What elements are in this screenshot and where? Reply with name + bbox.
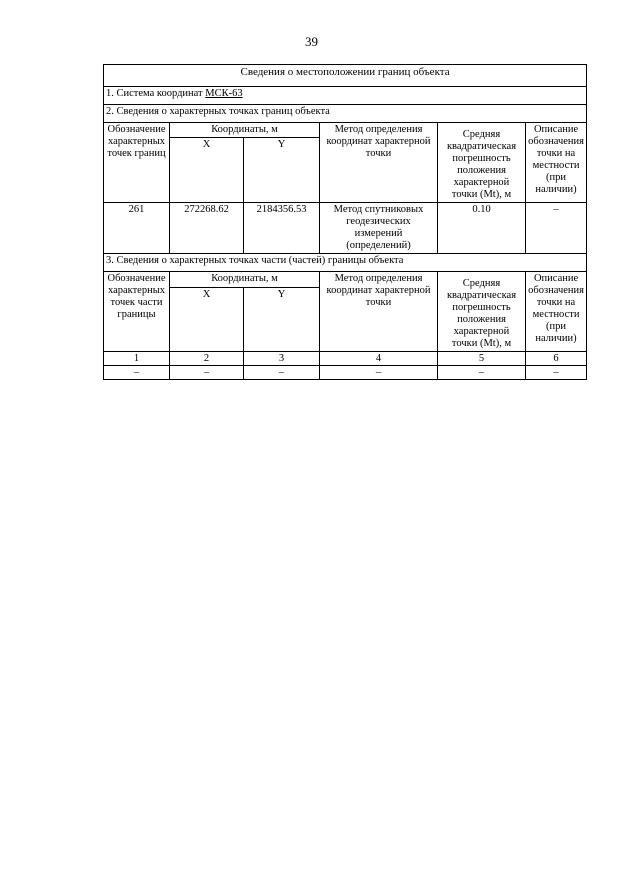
section-3-row — [104, 254, 587, 272]
header-error: Средняя квадратическая погрешность положения характерной точки (Mt), м — [438, 272, 526, 352]
column-number: 2 — [170, 352, 244, 366]
header-designation: Обозначение характерных точек границ — [104, 123, 170, 203]
cell-empty: – — [320, 366, 438, 380]
table-row — [104, 203, 587, 254]
cell-empty: – — [438, 366, 526, 380]
column-number: 3 — [244, 352, 320, 366]
cell-x: 272268.62 — [170, 203, 244, 254]
header-y: Y — [244, 138, 320, 203]
header-x: X — [170, 138, 244, 203]
section-2-label: 2. Сведения о характерных точках границ объекта — [104, 105, 587, 123]
cell-empty: – — [170, 366, 244, 380]
cell-method: Метод спутниковых геодезических измерений (определений) — [320, 203, 438, 254]
section-2-row — [104, 105, 587, 123]
cell-error: 0.10 — [438, 203, 526, 254]
header-error: Средняя квадратическая погрешность положения характерной точки (Mt), м — [438, 123, 526, 203]
section-3-label: 3. Сведения о характерных точках части (частей) границы объекта — [104, 254, 587, 272]
cell-empty: – — [244, 366, 320, 380]
section-1-row — [104, 87, 587, 105]
header-coordinates: Координаты, м — [170, 123, 320, 138]
header-method: Метод определения координат характерной точки — [320, 272, 438, 352]
header-x: X — [170, 288, 244, 352]
cell-empty: – — [104, 366, 170, 380]
page-number: 39 — [305, 34, 318, 49]
header-method: Метод определения координат характерной точки — [320, 123, 438, 203]
section-1-label: 1. Система координат — [106, 88, 206, 99]
table-row — [104, 366, 587, 380]
column-number: 1 — [104, 352, 170, 366]
table-title: Сведения о местоположении границ объекта — [104, 65, 587, 87]
section-3-header-row — [104, 272, 587, 288]
section-2-header-row — [104, 123, 587, 138]
cell-empty: – — [526, 366, 587, 380]
section-1 — [104, 87, 587, 105]
column-numbers-row — [104, 352, 587, 366]
cell-description: – — [526, 203, 587, 254]
column-number: 6 — [526, 352, 587, 366]
table-title-row — [104, 65, 587, 87]
column-number: 5 — [438, 352, 526, 366]
cell-y: 2184356.53 — [244, 203, 320, 254]
header-description: Описание обозначения точки на местности (при наличии) — [526, 123, 587, 203]
header-description: Описание обозначения точки на местности (при наличии) — [526, 272, 587, 352]
header-coordinates: Координаты, м — [170, 272, 320, 288]
cell-point: 261 — [104, 203, 170, 254]
boundary-table — [103, 64, 587, 380]
coordinate-system: МСК-63 — [205, 88, 243, 99]
column-number: 4 — [320, 352, 438, 366]
header-designation: Обозначение характерных точек части границы — [104, 272, 170, 352]
header-y: Y — [244, 288, 320, 352]
